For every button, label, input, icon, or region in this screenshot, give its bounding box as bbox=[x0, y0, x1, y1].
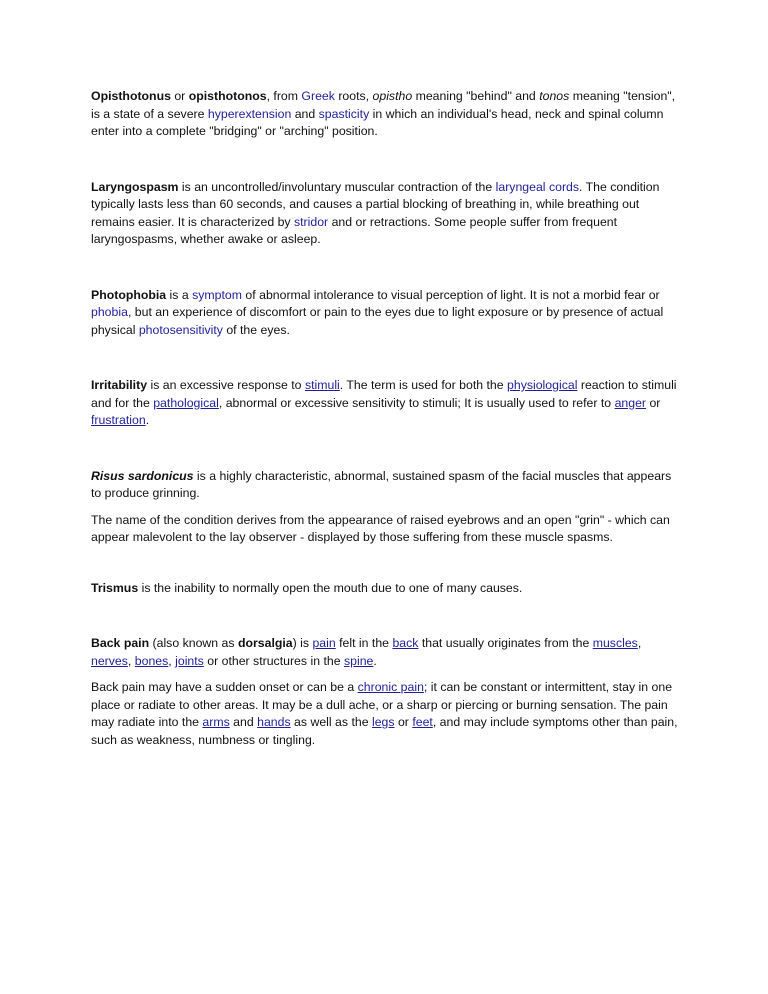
spacer bbox=[91, 597, 683, 635]
term-heading: Laryngospasm bbox=[91, 179, 179, 194]
body-text: of the eyes. bbox=[222, 322, 290, 337]
body-text: The name of the condition derives from the appearance of raised eyebrows and an open "grin" - which can appear malevolent to the lay observer - displayed by those suffering from these muscle spasms. bbox=[91, 512, 670, 544]
link-hyperextension[interactable]: hyperextension bbox=[207, 106, 292, 121]
body-text: or bbox=[394, 715, 413, 729]
link-bones[interactable]: bones bbox=[134, 653, 169, 668]
body-text: tonos bbox=[539, 89, 570, 103]
body-text: . The condition typically lasts less than 60 seconds, and causes a partial blocking of breathing in, while breathing out remains easier. It is characterized by bbox=[91, 179, 660, 229]
body-text: felt in the bbox=[335, 636, 393, 650]
link-legs[interactable]: legs bbox=[371, 715, 395, 729]
body-text: ) is bbox=[292, 636, 313, 650]
body-text: , and may include symptoms other than pain, such as weakness, numbness or tingling. bbox=[91, 715, 678, 747]
body-text: that usually originates from the bbox=[418, 636, 593, 650]
link-back[interactable]: back bbox=[392, 636, 419, 650]
body-text: and or retractions. Some people suffer from frequent laryngospasms, whether awake or asleep. bbox=[91, 214, 618, 246]
body-text: reaction to stimuli and for the bbox=[91, 378, 677, 410]
body-text: (also known as bbox=[149, 636, 238, 650]
spacer bbox=[91, 141, 683, 179]
body-text: . bbox=[373, 653, 377, 668]
body-text: is an uncontrolled/involuntary muscular contraction of the bbox=[178, 179, 496, 194]
link-feet[interactable]: feet bbox=[412, 715, 433, 729]
link-joints[interactable]: joints bbox=[175, 653, 204, 668]
spacer bbox=[91, 547, 683, 580]
link-physiological[interactable]: physiological bbox=[507, 378, 578, 392]
body-text: , bbox=[168, 653, 176, 668]
link-nerves[interactable]: nerves bbox=[91, 653, 128, 668]
spacer bbox=[91, 430, 683, 468]
link-photosensitivity[interactable]: photosensitivity bbox=[138, 322, 223, 337]
body-text: and bbox=[291, 106, 319, 121]
paragraph-risus-sardonicus bbox=[91, 468, 683, 503]
term-heading: Opisthotonus bbox=[91, 89, 171, 103]
body-text: or bbox=[646, 395, 661, 410]
term-heading: Photophobia bbox=[91, 287, 167, 302]
body-text: Back pain may have a sudden onset or can be a bbox=[91, 680, 358, 694]
body-text: or other structures in the bbox=[203, 653, 344, 668]
link-spasticity[interactable]: spasticity bbox=[318, 106, 370, 121]
link-anger[interactable]: anger bbox=[614, 395, 647, 410]
term-heading: opisthotonos bbox=[188, 89, 267, 103]
body-text: or bbox=[170, 89, 189, 103]
body-text: , bbox=[127, 653, 135, 668]
term-heading: Irritability bbox=[91, 378, 148, 392]
body-text: as well as the bbox=[290, 715, 372, 729]
body-text: , from bbox=[266, 89, 302, 103]
link-symptom[interactable]: symptom bbox=[192, 287, 243, 302]
term-heading: Risus sardonicus bbox=[91, 468, 194, 483]
body-text: of abnormal intolerance to visual perception of light. It is not a morbid fear or bbox=[242, 287, 660, 302]
body-text: opistho bbox=[372, 89, 413, 103]
link-arms[interactable]: arms bbox=[202, 715, 230, 729]
link-greek[interactable]: Greek bbox=[301, 89, 335, 103]
spacer bbox=[91, 249, 683, 287]
link-stimuli[interactable]: stimuli bbox=[304, 378, 340, 392]
paragraph-opisthotonus bbox=[91, 88, 683, 141]
document-body bbox=[91, 88, 683, 749]
body-text: roots, bbox=[334, 89, 373, 103]
paragraph-back-pain-details bbox=[91, 679, 683, 749]
body-text: , bbox=[637, 636, 642, 650]
link-frustration[interactable]: frustration bbox=[91, 413, 146, 427]
body-text: meaning "behind" and bbox=[412, 89, 540, 103]
link-laryngeal-cords[interactable]: laryngeal cords bbox=[495, 179, 580, 194]
paragraph-back-pain bbox=[91, 635, 683, 670]
paragraph-photophobia bbox=[91, 287, 683, 340]
link-spine[interactable]: spine bbox=[343, 653, 374, 668]
link-muscles[interactable]: muscles bbox=[592, 636, 638, 650]
spacer bbox=[91, 670, 683, 679]
paragraph-trismus bbox=[91, 580, 683, 598]
link-pathological[interactable]: pathological bbox=[153, 395, 219, 410]
paragraph-risus-name-origin bbox=[91, 512, 683, 547]
paragraph-irritability bbox=[91, 377, 683, 430]
link-chronic-pain[interactable]: chronic pain bbox=[357, 680, 424, 694]
body-text: is the inability to normally open the mouth due to one of many causes. bbox=[138, 580, 523, 595]
link-phobia[interactable]: phobia bbox=[91, 305, 128, 319]
paragraph-laryngospasm bbox=[91, 179, 683, 249]
body-text: is a highly characteristic, abnormal, sustained spasm of the facial muscles that appears to produce grinning. bbox=[91, 468, 672, 500]
body-text: , but an experience of discomfort or pain to the eyes due to light exposure or by presence of actual physical bbox=[91, 305, 664, 337]
spacer bbox=[91, 339, 683, 377]
link-hands[interactable]: hands bbox=[257, 715, 291, 729]
term-heading: Trismus bbox=[91, 580, 139, 595]
body-text: is an excessive response to bbox=[147, 378, 305, 392]
link-stridor[interactable]: stridor bbox=[293, 214, 329, 229]
body-text: . bbox=[145, 413, 150, 427]
term-heading: Back pain bbox=[91, 636, 150, 650]
body-text: ; it can be constant or intermittent, stay in one place or radiate to other areas. It may be a dull ache, or a sharp or piercing or burning sensation. The pain may radiate into the bbox=[91, 680, 673, 729]
body-text: , abnormal or excessive sensitivity to stimuli; It is usually used to refer to bbox=[218, 395, 615, 410]
body-text: . The term is used for both the bbox=[339, 378, 508, 392]
body-text: in which an individual's head, neck and spinal column enter into a complete "bridging" or "arching" position. bbox=[91, 106, 664, 138]
link-pain[interactable]: pain bbox=[312, 636, 336, 650]
body-text: and bbox=[229, 715, 258, 729]
body-text: meaning "tension", is a state of a severe bbox=[91, 89, 676, 121]
spacer bbox=[91, 503, 683, 512]
term-heading: dorsalgia bbox=[237, 636, 293, 650]
body-text: is a bbox=[166, 287, 193, 302]
